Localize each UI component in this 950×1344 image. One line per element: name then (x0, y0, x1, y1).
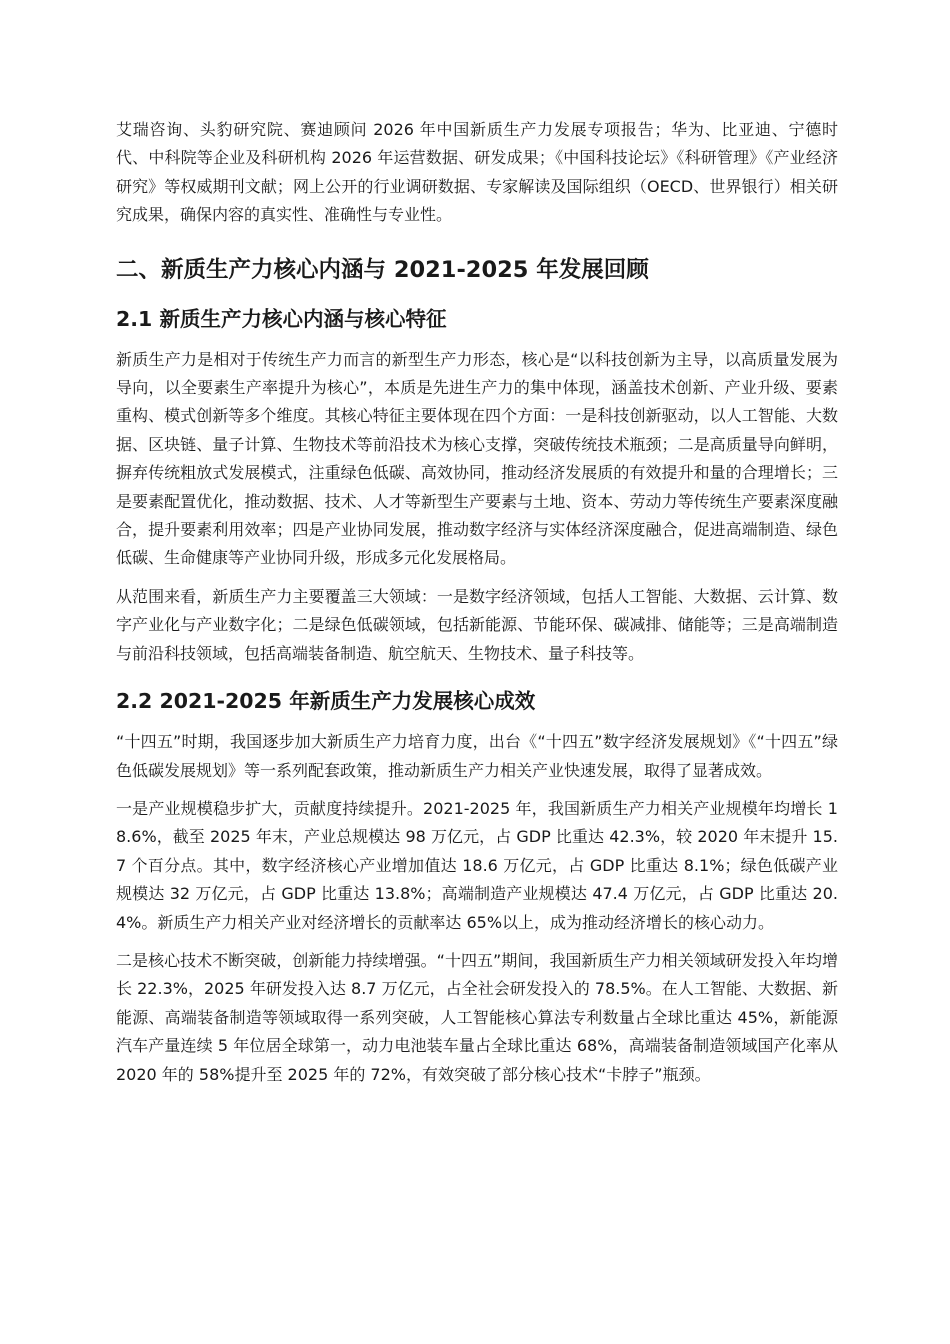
subsection-title-2-1: 2.1 新质生产力核心内涵与核心特征 (116, 306, 447, 331)
section-title: 二、新质生产力核心内涵与 2021-2025 年发展回顾 (116, 256, 649, 283)
paragraph: 一是产业规模稳步扩大，贡献度持续提升。2021-2025 年，我国新质生产力相关产业规模年均增长 18.6%，截至 2025 年末，产业总规模达 98 万亿元，占 GDP 比重达 42.3%，较 2020 年末提升 15.7 个百分点。其中，数字经济核心产业增加值达 18.6 万亿元，占 GDP 比重达 8.1%；绿色低碳产业规模达 32 万亿元，占 GDP 比重达 13.8%；高端制造产业规模达 47.4 万亿元，占 GDP 比重达 20.4%。新质生产力相关产业对经济增长的贡献率达 65%以上，成为推动经济增长的核心动力。 (116, 798, 838, 932)
intro-paragraph: 艾瑞咨询、头豹研究院、赛迪顾问 2026 年中国新质生产力发展专项报告；华为、比亚迪、宁德时代、中科院等企业及科研机构 2026 年运营数据、研发成果；《中国科技论坛》《科研管理》《产业经济研究》等权威期刊文献；网上公开的行业调研数据、专家解读及国际组织（OECD、世界银行）相关研究成果，确保内容的真实性、准确性与专业性。 (116, 120, 838, 225)
paragraph: “十四五”时期，我国逐步加大新质生产力培育力度，出台《“十四五”数字经济发展规划》《“十四五”绿色低碳发展规划》等一系列配套政策，推动新质生产力相关产业快速发展，取得了显著成效。 (116, 732, 838, 780)
document-body (116, 116, 838, 1099)
paragraph: 从范围来看，新质生产力主要覆盖三大领域：一是数字经济领域，包括人工智能、大数据、云计算、数字产业化与产业数字化；二是绿色低碳领域，包括新能源、节能环保、碳减排、储能等；三是高端制造与前沿科技领域，包括高端装备制造、航空航天、生物技术、量子科技等。 (116, 586, 838, 663)
paragraph: 新质生产力是相对于传统生产力而言的新型生产力形态，核心是“以科技创新为主导，以高质量发展为导向，以全要素生产率提升为核心”，本质是先进生产力的集中体现，涵盖技术创新、产业升级、要素重构、模式创新等多个维度。其核心特征主要体现在四个方面：一是科技创新驱动，以人工智能、大数据、区块链、量子计算、生物技术等前沿技术为核心支撑，突破传统技术瓶颈；二是高质量导向鲜明，摒弃传统粗放式发展模式，注重绿色低碳、高效协同，推动经济发展质的有效提升和量的合理增长；三是要素配置优化，推动数据、技术、人才等新型生产要素与土地、资本、劳动力等传统生产要素深度融合，提升要素利用效率；四是产业协同发展，推动数字经济与实体经济深度融合，促进高端制造、绿色低碳、生命健康等产业协同升级，形成多元化发展格局。 (116, 349, 838, 568)
paragraph: 二是核心技术不断突破，创新能力持续增强。“十四五”期间，我国新质生产力相关领域研发投入年均增长 22.3%，2025 年研发投入达 8.7 万亿元，占全社会研发投入的 78.5%。在人工智能、大数据、新能源、高端装备制造等领域取得一系列突破，人工智能核心算法专利数量占全球比重达 45%，新能源汽车产量连续 5 年位居全球第一，动力电池装车量占全球比重达 68%，高端装备制造领域国产化率从 2020 年的 58%提升至 2025 年的 72%，有效突破了部分核心技术“卡脖子”瓶颈。 (116, 950, 838, 1084)
subsection-title-2-2: 2.2 2021-2025 年新质生产力发展核心成效 (116, 689, 536, 714)
